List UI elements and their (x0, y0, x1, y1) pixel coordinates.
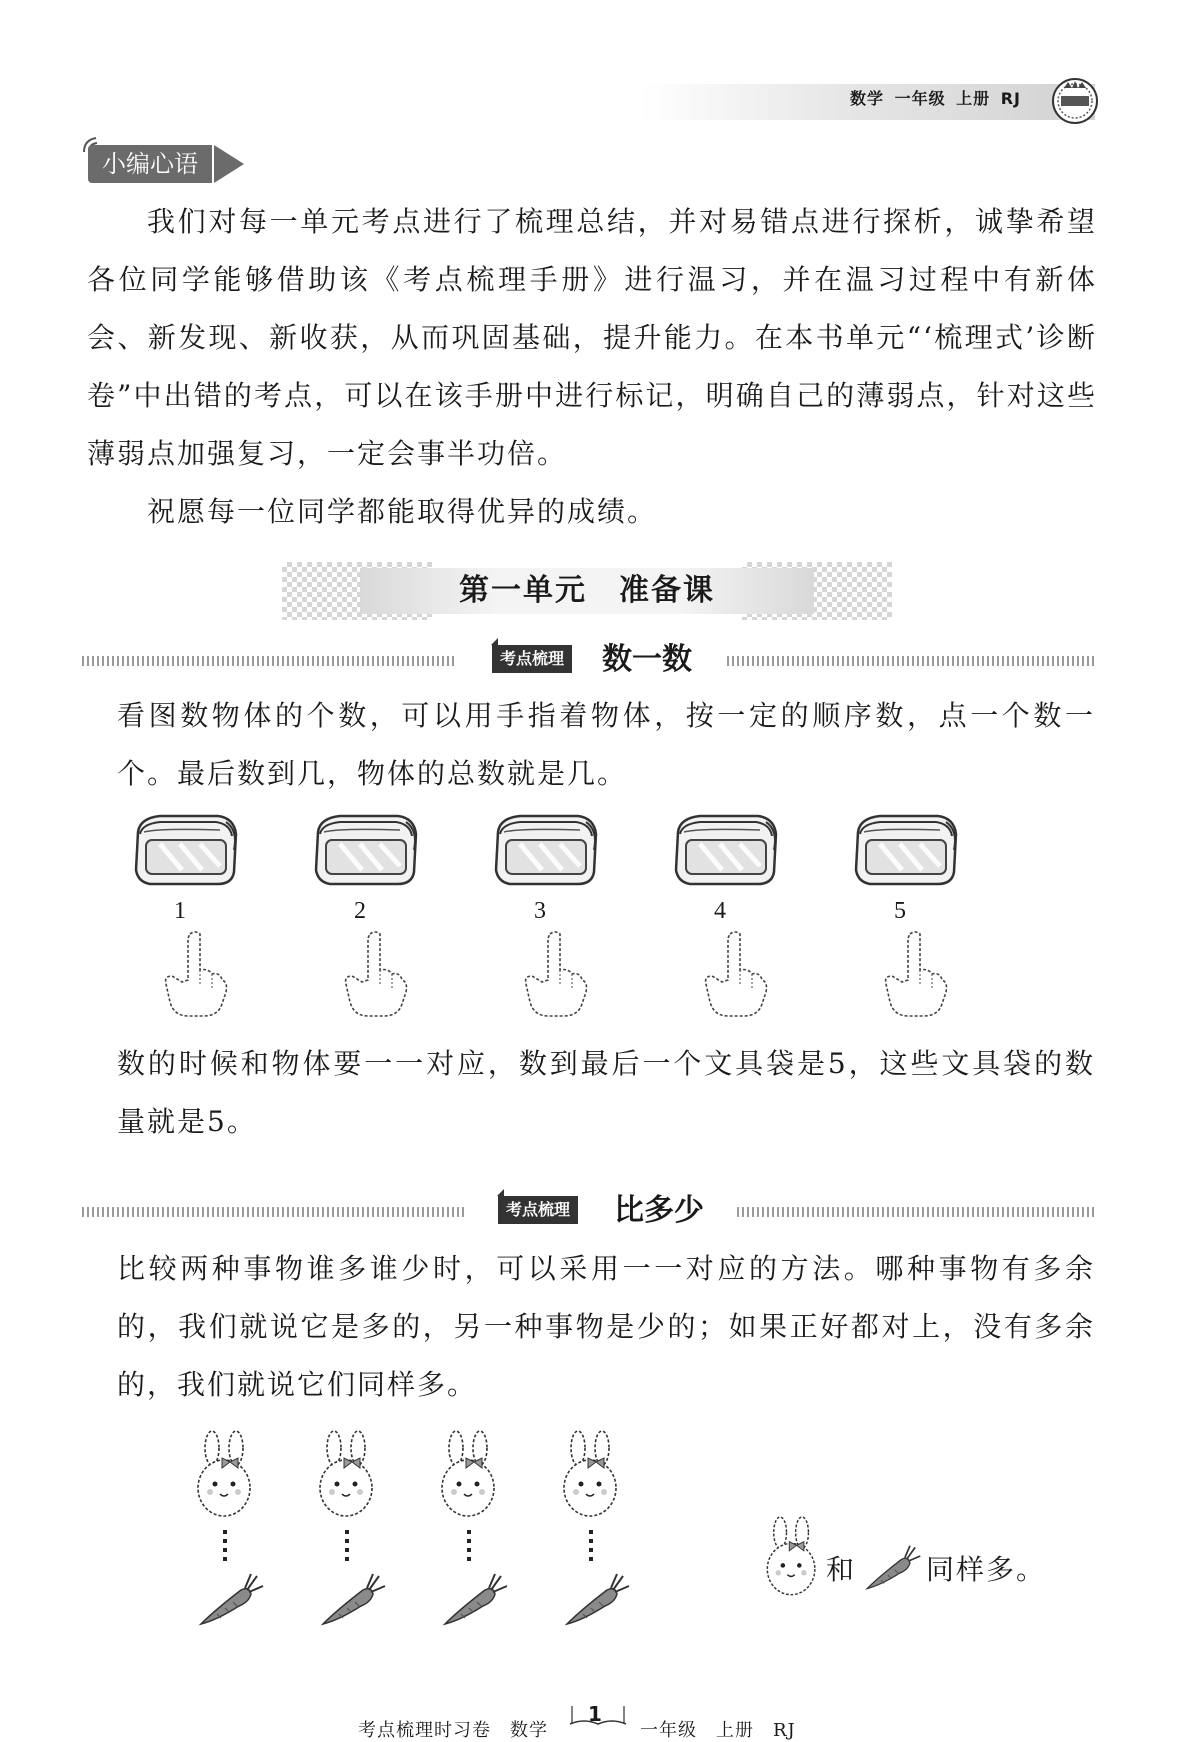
pencil-case-icon (670, 810, 780, 890)
editor-note-label-tail (214, 145, 244, 183)
rabbit-icon (760, 1516, 824, 1603)
count-label: 5 (894, 898, 906, 924)
carrot-icon (862, 1542, 922, 1594)
pencil-case-icon (310, 810, 420, 890)
matching-dots (223, 1530, 227, 1564)
pencil-case-icon (490, 810, 600, 890)
pencil-case-icon (850, 810, 960, 890)
rabbit-icon (190, 1430, 260, 1525)
rabbit-icon (434, 1430, 504, 1525)
rabbit-icon (312, 1430, 382, 1525)
editor-note-body (87, 193, 1097, 541)
comparison-and-text: 和 (826, 1553, 857, 1586)
rabbit-carrot-pair (190, 1430, 260, 1529)
rabbit-carrot-pair (556, 1430, 626, 1529)
counting-explanation (117, 687, 1095, 803)
footer-right: 一年级 上册 RJ (640, 1720, 796, 1741)
section-tag: 考点梳理 (492, 645, 572, 673)
pointing-hand-icon (700, 930, 770, 1020)
pointing-hand-icon (340, 930, 410, 1020)
section-dots-left (82, 1207, 464, 1217)
count-item (310, 810, 420, 924)
carrot-icon (195, 1570, 265, 1630)
count-label: 4 (714, 898, 726, 924)
pencil-case-icon (130, 810, 240, 890)
matching-dots (467, 1530, 471, 1564)
header-subject-line: 数学 一年级 上册 RJ (850, 89, 1021, 108)
count-item (670, 810, 780, 924)
editor-note-paragraph: 我们对每一单元考点进行了梳理总结，并对易错点进行探析，诚挚希望各位同学能够借助该《考点梳理手册》进行温习，并在温习过程中有新体会、新发现、新收获，从而巩固基础，提升能力。在本书单元“‘梳理式’诊断卷”中出错的考点，可以在该手册中进行标记，明确自己的薄弱点，针对这些薄弱点加强复习，一定会事半功倍。 (87, 205, 1097, 470)
page-number: 1 (588, 1702, 602, 1726)
editor-note-label: 小编心语 (88, 145, 212, 183)
section-dots-right (727, 656, 1094, 666)
comparison-result-text: 同样多。 (926, 1553, 1047, 1586)
unit-banner (282, 562, 892, 620)
count-item (850, 810, 960, 924)
count-item (490, 810, 600, 924)
matching-dots (589, 1530, 593, 1564)
carrot-icon (561, 1570, 631, 1630)
section-dots-left (82, 656, 457, 666)
section-header-comparison (82, 1193, 1094, 1229)
section-header-counting (82, 642, 1094, 678)
comparison-illustration (190, 1430, 1090, 1630)
pointing-hand-icon (160, 930, 230, 1020)
counting-conclusion-text: 数的时候和物体要一一对应，数到最后一个文具袋是5，这些文具袋的数量就是5。 (117, 1047, 1095, 1138)
pointing-hand-icon (880, 930, 950, 1020)
editor-note-closing: 祝愿每一位同学都能取得优异的成绩。 (147, 495, 658, 528)
unit-title: 第一单元 准备课 (459, 573, 715, 608)
rabbit-carrot-pair (312, 1430, 382, 1529)
count-item (130, 810, 240, 924)
count-label: 3 (534, 898, 546, 924)
section-dots-right (737, 1207, 1094, 1217)
comparison-explanation (117, 1240, 1095, 1414)
count-label: 1 (174, 898, 186, 924)
matching-dots (345, 1530, 349, 1564)
count-label: 2 (354, 898, 366, 924)
footer-left: 考点梳理时习卷 数学 (358, 1720, 548, 1741)
comparison-text: 比较两种事物谁多谁少时，可以采用一一对应的方法。哪种事物有多余的，我们就说它是多的，另一种事物是少的；如果正好都对上，没有多余的，我们就说它们同样多。 (117, 1252, 1095, 1401)
publisher-seal-icon (1050, 76, 1100, 126)
rabbit-icon (556, 1430, 626, 1525)
rabbit-carrot-pair (434, 1430, 504, 1529)
counting-text: 看图数物体的个数，可以用手指着物体，按一定的顺序数，点一个数一个。最后数到几，物体的总数就是几。 (117, 699, 1095, 790)
section-tag: 考点梳理 (498, 1196, 578, 1224)
carrot-icon (317, 1570, 387, 1630)
counting-illustration (120, 810, 1000, 1030)
section-title: 比多少 (614, 1193, 704, 1228)
counting-conclusion (117, 1035, 1095, 1151)
pointing-hand-icon (520, 930, 590, 1020)
carrot-icon (439, 1570, 509, 1630)
comparison-conclusion (760, 1516, 1090, 1616)
section-title: 数一数 (602, 642, 692, 677)
